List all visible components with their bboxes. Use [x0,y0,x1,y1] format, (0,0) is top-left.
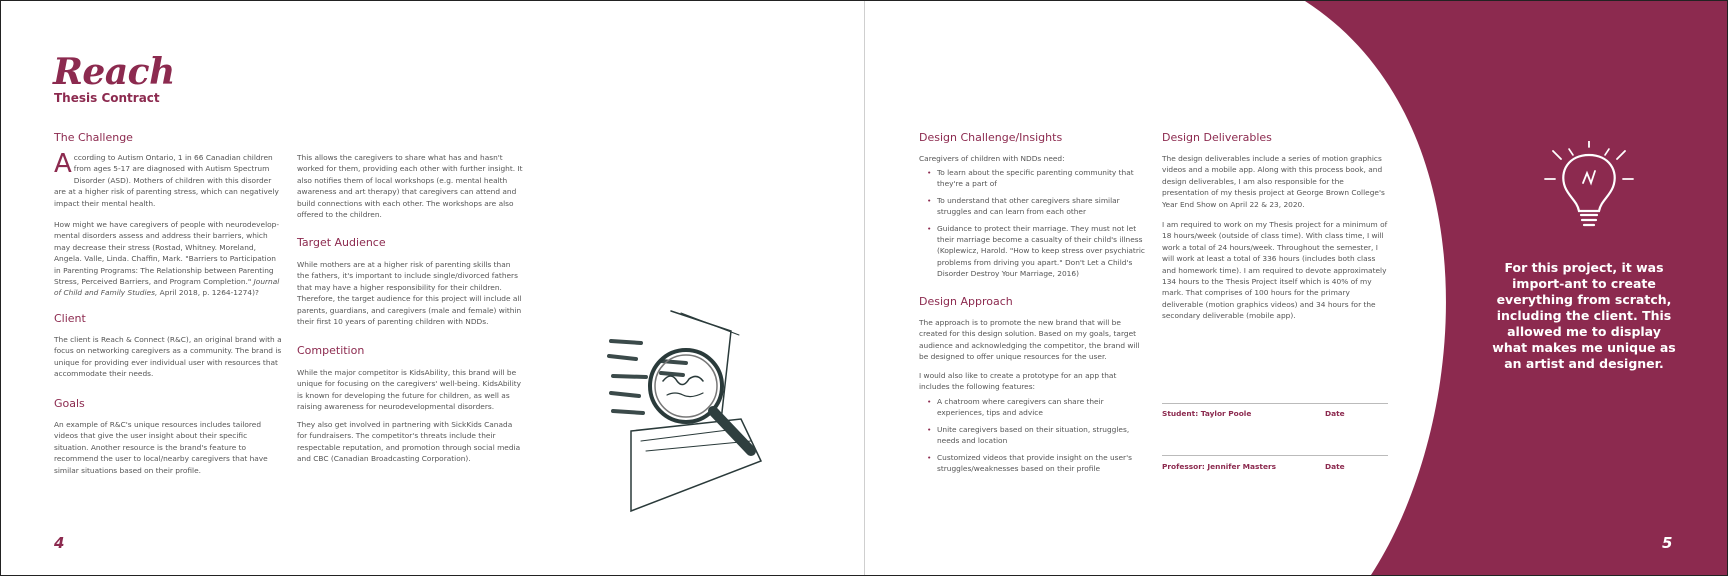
challenge-paragraph: According to Autism Ontario, 1 in 66 Canadian children from ages 5-17 are diagnosed with Autism Spectrum Disorder (ASD). Mothers of children with this disorder are at a higher risk of parenting stress, which can negatively impact their mental health. [54,149,279,208]
student-signature-line [1162,403,1388,404]
list-item: • Guidance to protect their marriage. They must not let their marriage become a casualty of their child's illness (Koplewicz, Harold. "How to keep stress over psychiatric problems from driving you apart." Don't Let a Child's Disorder Destroy Your Marriage, 2016) [923,223,1145,280]
challenge-question: How might we have caregivers of people with neurodevelop-mental disorders assess and address their barriers, which may decrease their stress (Rostad, Whitney. Moreland, Angela. Valle, Linda. Chaffin, Mark. "Barriers to Participation in Parenting Programs: The Relationship between Parenting Stress, Perceived Barriers, and Program Completion." Journal of Child and Family Studies, April 2018, p. 1264-1274)? [54,220,280,298]
list-item: • To learn about the specific parenting community that they're a part of [923,167,1145,190]
insights-list [923,167,1145,285]
challenge-heading: The Challenge [54,131,133,144]
page-subtitle: Thesis Contract [54,91,160,105]
client-text: The client is Reach & Connect (R&C), an original brand with a focus on networking caregivers as a community. The brand is unique for providing ever individual user with resources that accommodate their needs. [54,335,282,379]
drop-cap: A [54,149,72,179]
professor-signature-line [1162,455,1388,456]
page-number-left: 4 [54,534,65,552]
deliverables-text-2: I am required to work on my Thesis project for a minimum of 18 hours/week (outside of class time). With class time, I will work a total of 24 hours/week. Throughout the semester, I will work at least a total of 336 hours (includes both class and homework time). I am required to devote approximately 134 hours to the Thesis Project itself which is 40% of my mark. That comprises of 100 hours for the primary deliverable (motion graphics videos) and 34 hours for the secondary deliverable (mobile app). [1162,220,1388,321]
client-heading: Client [54,312,86,325]
deliverables-heading: Design Deliverables [1162,131,1272,144]
student-label: Student: Taylor Poole [1162,409,1252,418]
competition-text-1: While the major competitor is KidsAbility, this brand will be unique for focusing on the caregivers' well-being. KidsAbility is known for developing the future for children, as well as raising awareness for neurodevelopmental disorders. [297,368,522,412]
goals-text: An example of R&C's unique resources includes tailored videos that give the user insight about their specific situation. Another resource is the brand's feature to recommend the user to local/nearby caregivers that have similar situations based on their profile. [54,420,268,475]
list-item: • To understand that other caregivers share similar struggles and can learn from each other [923,195,1145,218]
deliverables-text-1: The design deliverables include a series of motion graphics videos and a mobile app. Along with this process book, and design deliverables, I am also responsible for the presentation of my thesis project at George Brown College's Year End Show on April 22 & 23, 2020. [1162,154,1385,209]
approach-list [923,396,1145,479]
lightbulb-icon [1539,141,1639,241]
page-fold [864,1,865,575]
list-item: • Customized videos that provide insight on the user's struggles/weaknesses based on their profile [923,452,1145,475]
page-number-right: 5 [1662,534,1673,552]
audience-heading: Target Audience [297,236,386,249]
col2-intro: This allows the caregivers to share what has and hasn't worked for them, providing each other with further insight. It also notifies them of local workshops (e.g. mental health awareness and art therapy) that caregivers can attend and build connections with each other. The workshops are also offered to the children. [297,153,523,220]
date-label: Date [1325,462,1345,471]
pull-quote: For this project, it was import-ant to create everything from scratch, including the client. This allowed me to display what makes me unique as an artist and designer. [1492,260,1676,371]
audience-text: While mothers are at a higher risk of parenting skills than the fathers, it's important to include single/divorced fathers that may have a higher responsibility for their children. Therefore, the target audience for this project will include all parents, guardians, and caregivers (male and female) within their first 10 years of parenting children with NDDs. [297,260,522,327]
date-label: Date [1325,409,1345,418]
brand-logo: Reach [53,51,175,93]
competition-heading: Competition [297,344,365,357]
list-item: • A chatroom where caregivers can share their experiences, tips and advice [923,396,1145,419]
insights-intro: Caregivers of children with NDDs need: [919,154,1065,163]
competition-text-2: They also get involved in partnering with SickKids Canada for fundraisers. The competitor's threats include their respectable reputation, and promotion through social media and CBC (Canadian Broadcasting Corporation). [297,420,521,464]
professor-label: Professor: Jennifer Masters [1162,462,1277,471]
insights-heading: Design Challenge/Insights [919,131,1063,144]
goals-heading: Goals [54,397,85,410]
approach-text-2: I would also like to create a prototype for an app that includes the following features: [919,371,1117,392]
list-item: • Unite caregivers based on their situation, struggles, needs and location [923,424,1145,447]
magnifying-glass-illustration [601,301,801,521]
approach-text-1: The approach is to promote the new brand that will be created for this design solution. Based on my goals, target audience and acknowledging the competitor, the brand will be designed to offer unique resources for the user. [919,318,1140,362]
approach-heading: Design Approach [919,295,1013,308]
